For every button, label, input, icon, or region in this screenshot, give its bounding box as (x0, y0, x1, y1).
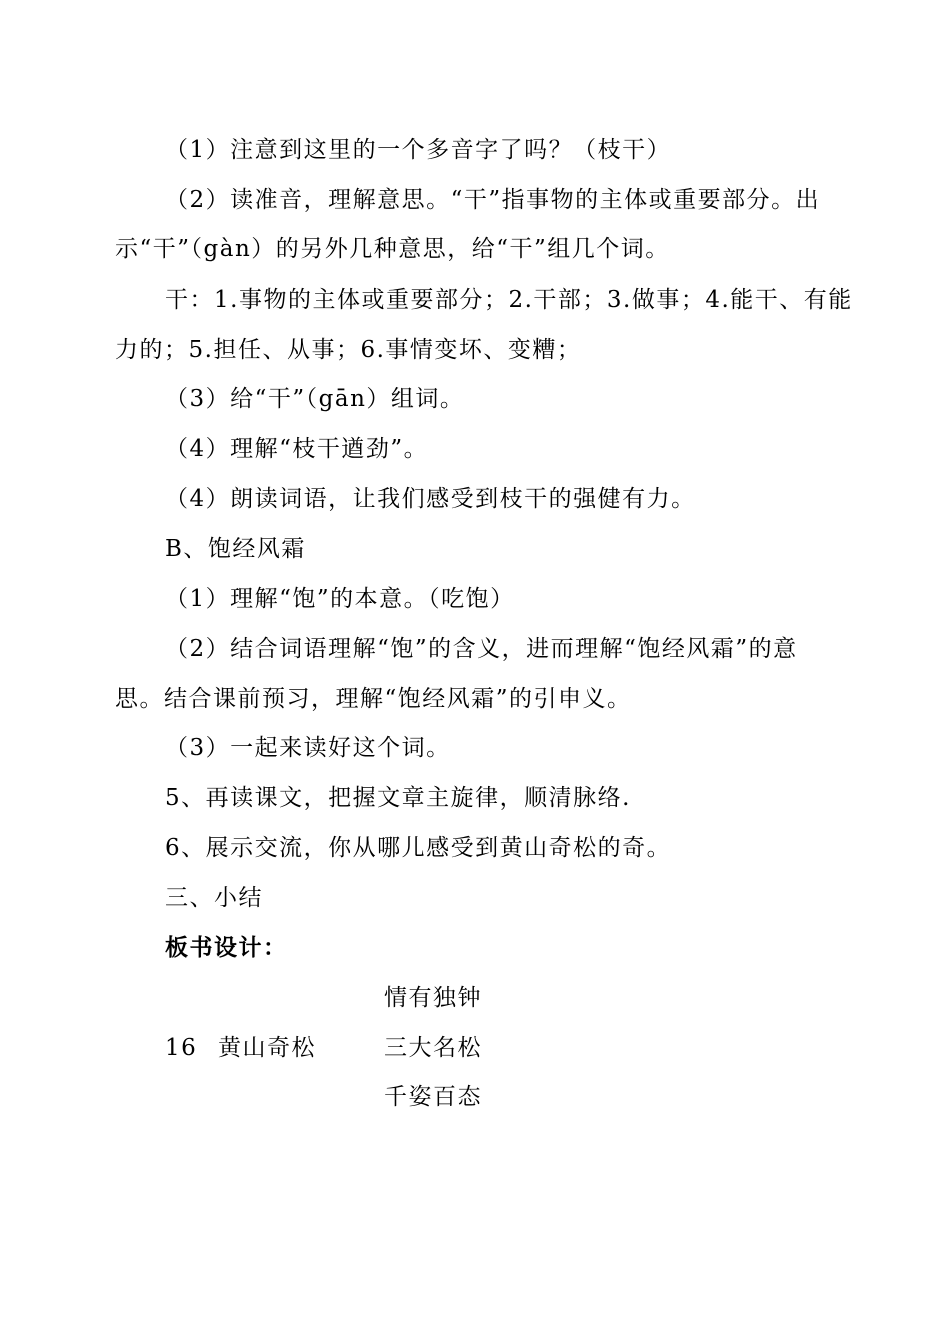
text-line-4: 干：1.事物的主体或重要部分；2.干部；3.做事；4.能干、有能 (165, 287, 853, 313)
text-line-1: （1）注意到这里的一个多音字了吗？（枝干） (165, 137, 672, 163)
board-design-heading: 板书设计： (165, 934, 288, 961)
text-line-2: （2）读准音，理解意思。“干”指事物的主体或重要部分。出 (165, 187, 821, 213)
text-line-3: 示“干”（gàn）的另外几种意思，给“干”组几个词。 (115, 236, 670, 262)
text-line-16: 三、小结 (165, 885, 263, 911)
text-line-13: （3）一起来读好这个词。 (165, 735, 451, 761)
text-line-10: （1）理解“饱”的本意。（吃饱） (165, 586, 515, 612)
text-line-15: 6、展示交流，你从哪儿感受到黄山奇松的奇。 (165, 835, 672, 861)
board-lesson-number: 16 (165, 1035, 198, 1061)
board-lesson-title: 黄山奇松 (218, 1035, 316, 1061)
text-line-6: （3）给“干”（gān）组词。 (165, 386, 465, 412)
board-item-2: 三大名松 (384, 1035, 482, 1061)
board-item-1: 情有独钟 (384, 985, 482, 1011)
text-line-9: B、饱经风霜 (165, 536, 306, 562)
text-line-8: （4）朗读词语，让我们感受到枝干的强健有力。 (165, 486, 696, 512)
text-line-11: （2）结合词语理解“饱”的含义，进而理解“饱经风霜”的意 (165, 636, 798, 662)
text-line-14: 5、再读课文，把握文章主旋律，顺清脉络. (165, 785, 631, 811)
text-line-12: 思。结合课前预习，理解“饱经风霜”的引申义。 (115, 686, 632, 712)
text-line-7: （4）理解“枝干遒劲”。 (165, 436, 429, 462)
board-item-3: 千姿百态 (384, 1084, 482, 1110)
text-line-5: 力的；5.担任、从事；6.事情变坏、变糟； (115, 337, 582, 363)
